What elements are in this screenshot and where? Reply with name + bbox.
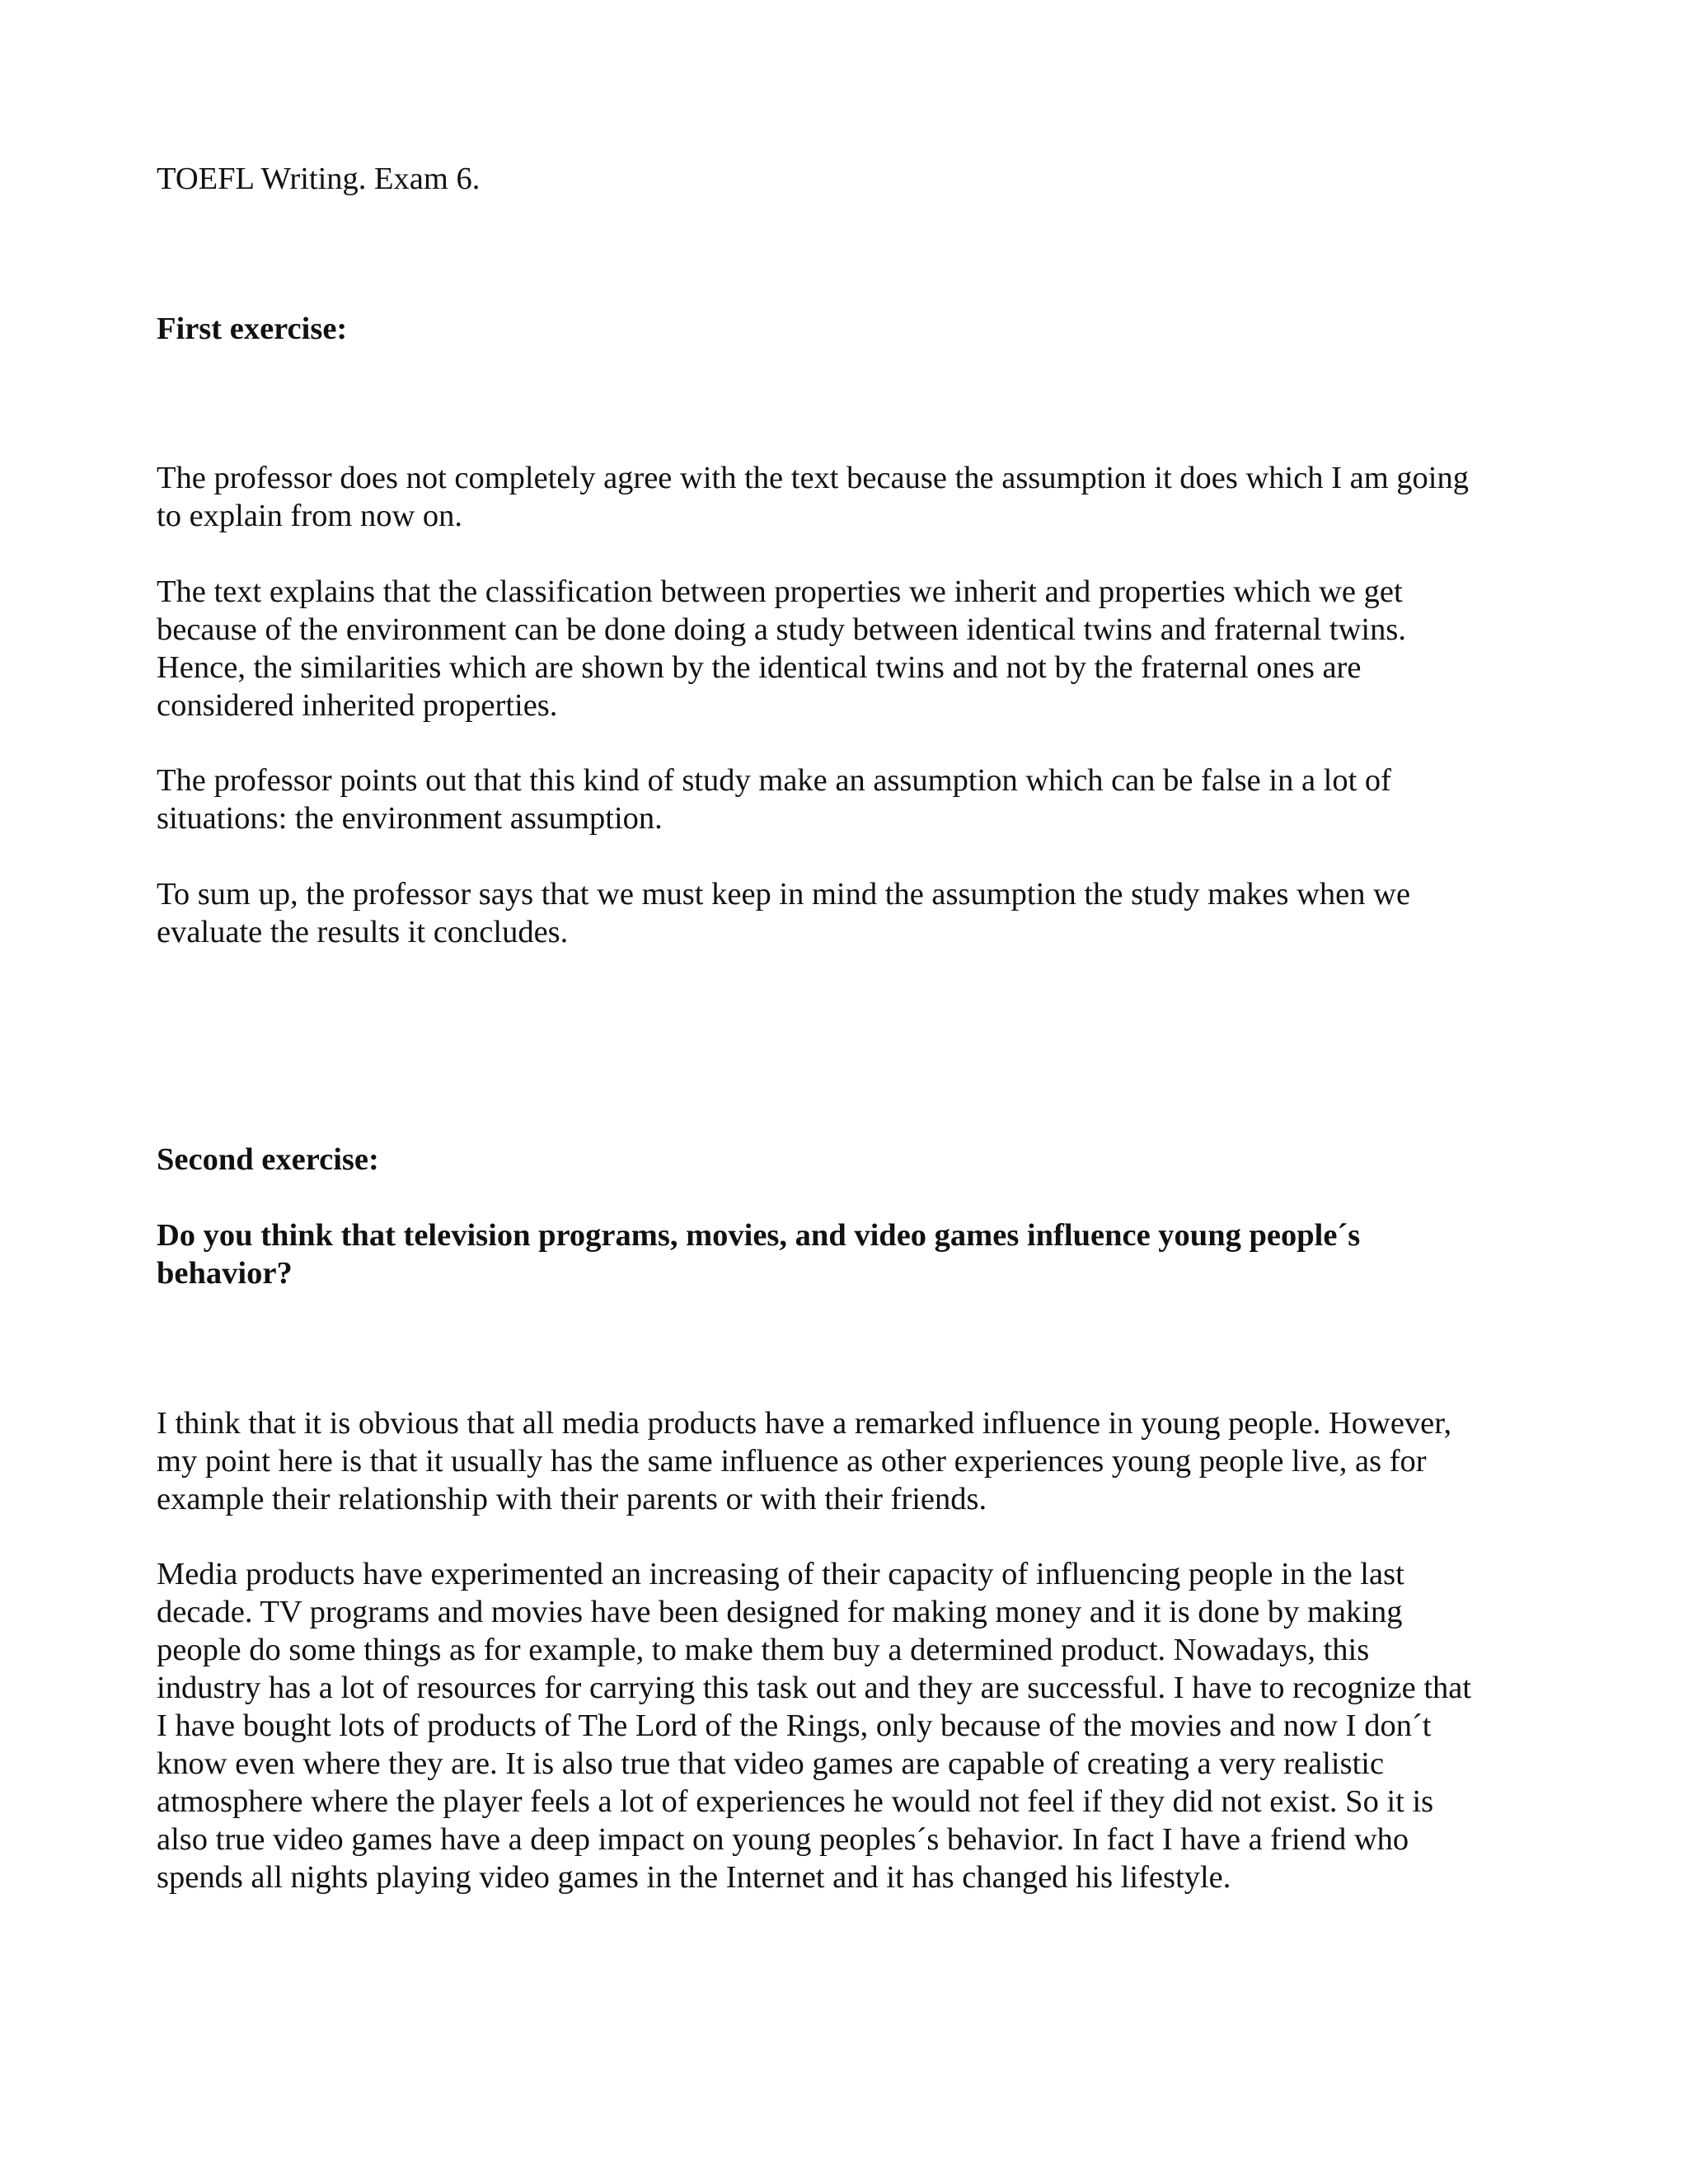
paragraph-line: know even where they are. It is also true that video games are capable of creating a very realistic [157,1746,1385,1781]
paragraph-line: my point here is that it usually has the same influence as other experiences young people live, as for [157,1444,1427,1479]
paragraph-line: example their relationship with their parents or with their friends. [157,1482,987,1516]
paragraph-line: atmosphere where the player feels a lot of experiences he would not feel if they did not exist. So it is [157,1784,1434,1819]
paragraph-line: I think that it is obvious that all media products have a remarked influence in young people. However, [157,1406,1452,1441]
question-line: behavior? [157,1256,293,1291]
first-exercise-paragraph-2 [157,573,1558,724]
paragraph-line: Hence, the similarities which are shown by the identical twins and not by the fraternal ones are [157,650,1362,685]
paragraph-line: The professor points out that this kind of study make an assumption which can be false in a lot of [157,763,1392,798]
first-exercise-heading: First exercise: [157,312,348,346]
paragraph-line: because of the environment can be done doing a study between identical twins and fraternal twins. [157,612,1406,647]
paragraph-line: to explain from now on. [157,499,463,533]
paragraph-line: To sum up, the professor says that we must keep in mind the assumption the study makes when we [157,877,1411,912]
first-exercise-paragraph-1 [157,459,1558,535]
paragraph-line: Media products have experimented an increasing of their capacity of influencing people in the last [157,1557,1404,1591]
document-title: TOEFL Writing. Exam 6. [157,162,481,196]
first-exercise-paragraph-3 [157,762,1558,837]
paragraph-line: people do some things as for example, to make them buy a determined product. Nowadays, this [157,1633,1370,1667]
second-exercise-paragraph-1 [157,1404,1558,1518]
paragraph-line: industry has a lot of resources for carrying this task out and they are successful. I have to recognize that [157,1671,1472,1705]
paragraph-line: considered inherited properties. [157,688,558,723]
paragraph-line: I have bought lots of products of The Lord of the Rings, only because of the movies and now I don´t [157,1708,1432,1743]
paragraph-line: The text explains that the classification between properties we inherit and properties which we get [157,574,1403,609]
paragraph-line: The professor does not completely agree with the text because the assumption it does which I am going [157,461,1469,495]
second-exercise-heading: Second exercise: [157,1142,379,1177]
paragraph-line: evaluate the results it concludes. [157,915,569,949]
paragraph-line: situations: the environment assumption. [157,801,663,836]
first-exercise-paragraph-4 [157,875,1558,951]
paragraph-line: spends all nights playing video games in the Internet and it has changed his lifestyle. [157,1860,1231,1895]
question-line: Do you think that television programs, movies, and video games influence young people´s [157,1218,1361,1253]
paragraph-line: decade. TV programs and movies have been designed for making money and it is done by making [157,1595,1403,1629]
second-exercise-question [157,1216,1558,1292]
second-exercise-paragraph-2 [157,1555,1558,1896]
paragraph-line: also true video games have a deep impact on young peoples´s behavior. In fact I have a friend who [157,1822,1409,1857]
